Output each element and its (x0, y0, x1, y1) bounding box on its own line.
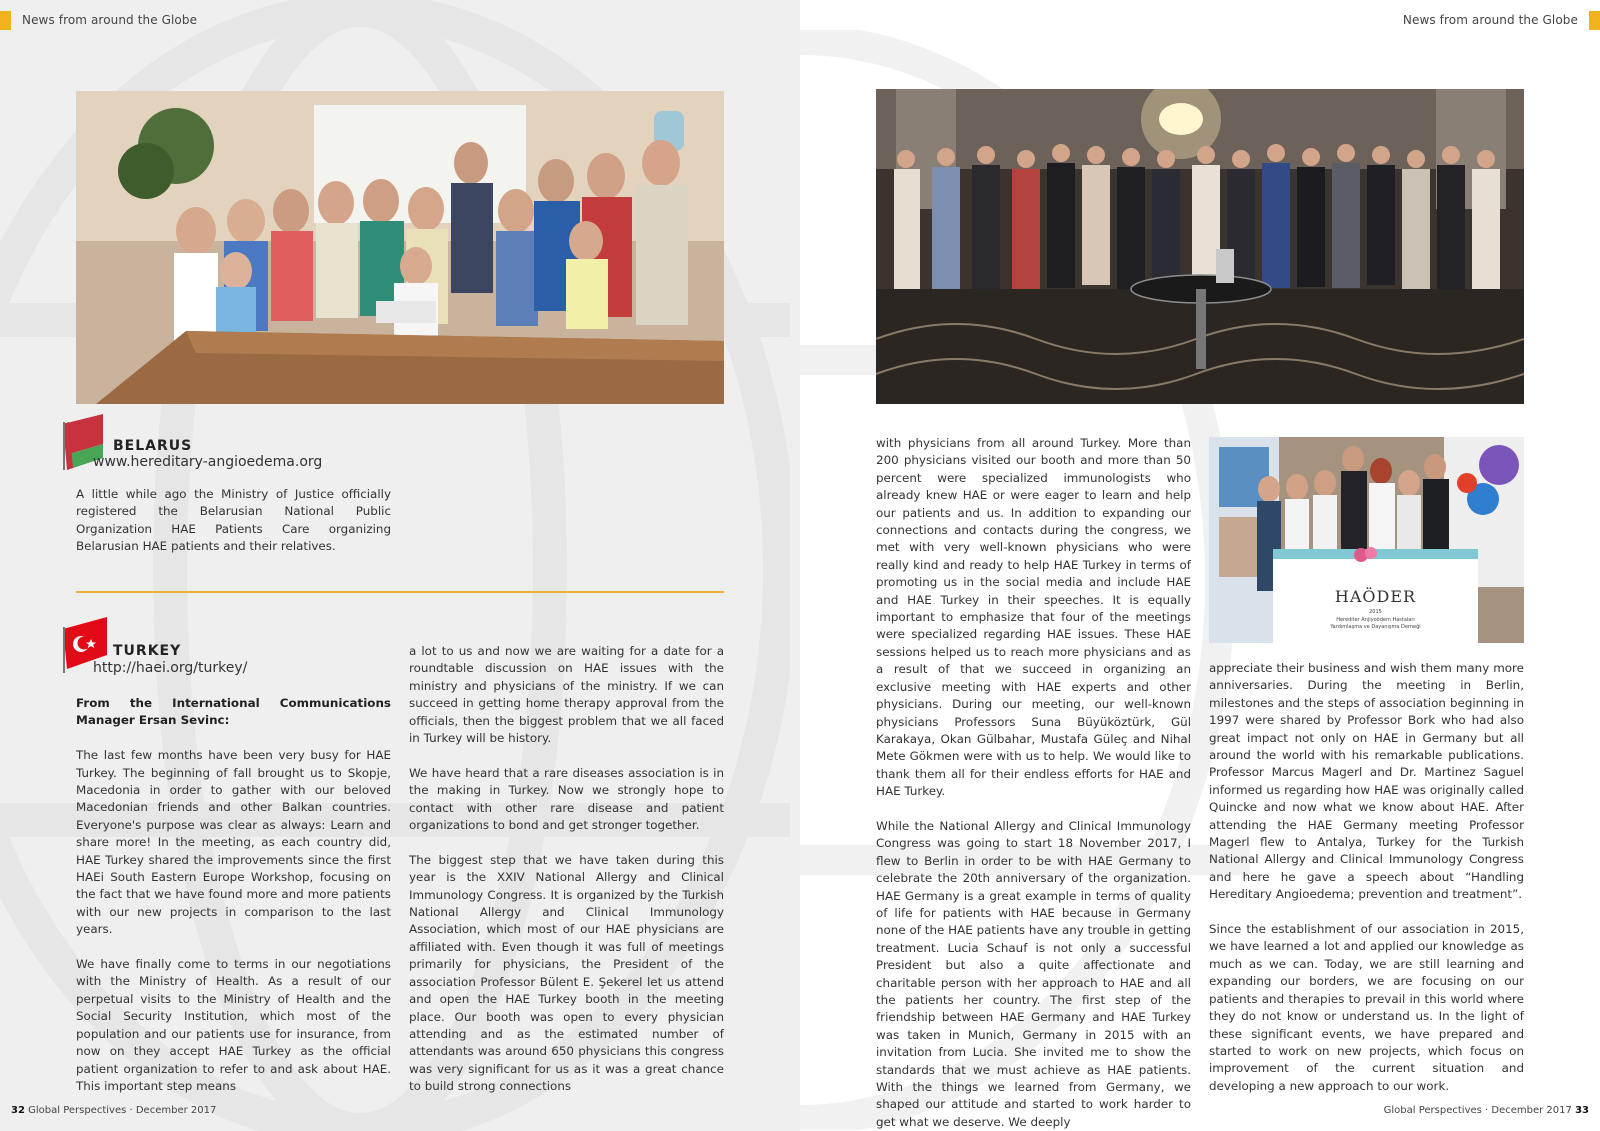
publication-name: Global Perspectives · December 2017 (28, 1105, 217, 1116)
haoder-booth-photo (1209, 437, 1524, 643)
paragraph: While the National Allergy and Clinical Immunology Congress was going to start 18 November 2017, I flew to Berlin in order to be with HAE Germany to celebrate the 20th anniversary of the organization. HAE Germany is a great example in terms of quality of life for patients with HAE because in Germany none of the HAE patients have any trouble in getting treatment. Lucia Schauf is not only a successful President but also a quite affectionate and charitable person with her approach to HAE and all the patients her country. The first step of the friendship between HAE Germany and HAE Turkey was taken in Munich, Germany in 2015 with an invitation from Lucia. She invited me to show the standards that we must achieve as HAE patients. With the things we learned from Germany, we shaped our attitude and started to work harder to get what we deserve. We deeply (876, 818, 1191, 1129)
booth-banner-line1: Herediter Anjiyoödem Hastaları (1336, 617, 1415, 623)
page-number: 33 (1575, 1105, 1589, 1116)
turkey-column-4 (1209, 660, 1524, 1095)
congress-group-photo (876, 89, 1524, 404)
paragraph: The biggest step that we have taken during this year is the XXIV National Allergy and Clinical Immunology Congress. It is organized by the Turkish National Allergy and Clinical Immunology Association, which most of our HAE physicians are affiliated with. Even though it was full of meetings primarily for physicians, the President of the association Professor Bülent E. Şekerel let us attend and open the HAE Turkey booth in the meeting place. Our booth was open to every physician attending and as the estimated number of attendants was around 650 physicians this congress was very significant for us as it was a great chance to build strong connections (409, 852, 724, 1094)
turkey-column-3 (876, 435, 1191, 1131)
paragraph: We have heard that a rare diseases association is in the making in Turkey. Now we strongly hope to contact with other rare disease and patient organizations to bond and get stronger together. (409, 765, 724, 833)
paragraph: We have finally come to terms in our negotiations with the Ministry of Health. As a result of our perpetual visits to the Ministry of Health and the Social Security Institution, which most of the population and our patients use for insurance, from now on they accept HAE Turkey as the official patient organization to refer to and ask about HAE. This important step means (76, 957, 391, 1093)
belarus-heading: BELARUS (113, 438, 193, 454)
left-footer (11, 1105, 216, 1116)
booth-banner-line2: Yardımlaşma ve Dayanışma Derneği (1330, 624, 1421, 630)
turkey-column-2 (409, 643, 724, 1096)
paragraph: with physicians from all around Turkey. More than 200 physicians visited our booth and more than 50 percent were specialized immunologists who already knew HAE or were eager to learn and help our patients and us. In addition to expanding our connections and contacts during the congress, we met with very well-known physicians who were really kind and ready to help HAE Turkey in terms of promoting us in the social media and include HAE and HAE Turkey in their speeches. It is equally important to emphasize that four of the meetings were specialized regarding HAE issues. These HAE sessions helped us to reach more physicians and as a result of that we succeed in organizing an exclusive meeting with HAE experts and other physicians. During our meeting, our well-known physicians Professors Suna Büyüköztürk, Gül Karakaya, Okan Gülbahar, Mustafa Güleç and Nihal Mete Gökmen were with us to help. We would like to thank them all for their endless efforts for HAE and HAE Turkey. (876, 436, 1191, 799)
page-number: 32 (11, 1105, 25, 1116)
turkey-website-link[interactable]: http://haei.org/turkey/ (93, 660, 248, 676)
paragraph: The last few months have been very busy for HAE Turkey. The beginning of fall brought us to Skopje, Macedonia in order to gather with our beloved Macedonian friends and other Balkan countries. Everyone's purpose was clear as always: Learn and share more! In the meeting, as each country did, HAE Turkey shared the improvements since the first HAEi South Eastern Europe Workshop, focusing on the fact that we have found more and more patients with our new projects in comparison to the last years. (76, 748, 391, 937)
belarus-website-link[interactable]: www.hereditary-angioedema.org (93, 454, 323, 470)
section-divider (76, 591, 724, 593)
paragraph: Since the establishment of our association in 2015, we have learned a lot and applied our knowledge as much as we can. Today, we are still learning and expanding our borders, we are focusing on our patients and therapies to prevail in this world where they do not know or understand us. In the light of these significant events, we have prepared and started to work on new projects, which focus on improvement of the current situation and developing a new approach to our work. (1209, 922, 1524, 1093)
right-page (800, 0, 1600, 1131)
booth-banner-year: 2015 (1369, 609, 1382, 615)
right-footer (1384, 1105, 1589, 1116)
paragraph: a lot to us and now we are waiting for a date for a roundtable discussion on HAE issues with the ministry and physicians of the ministry. If we can succeed in getting home therapy approval from the officials, then the biggest problem that we all faced in Turkey will be history. (409, 644, 724, 746)
header-accent-bar (1589, 11, 1600, 30)
header-accent-bar (0, 11, 11, 30)
turkey-column-1 (76, 695, 391, 1095)
turkey-heading: TURKEY (113, 643, 182, 659)
belarus-paragraph: A little while ago the Ministry of Justice officially registered the Belarusian National Public Organization HAE Patients Care organizing Belarusian HAE patients and their relatives. (76, 487, 391, 554)
section-header: News from around the Globe (22, 13, 198, 27)
publication-name: Global Perspectives · December 2017 (1383, 1105, 1572, 1116)
author-lead: From the International Communications Manager Ersan Sevinc: (76, 696, 391, 728)
section-header: News from around the Globe (1402, 13, 1578, 27)
paragraph: appreciate their business and wish them many more anniversaries. During the meeting in Berlin, milestones and the steps of association beginning in 1997 were shared by Professor Bork who had also great impact not only on HAE in Germany but all around the world with his remarkable publications. Professor Marcus Magerl and Dr. Martinez Saguel informed us regarding how HAE was originally called Quincke and now what we know about HAE. After attending the HAE Germany meeting Professor Magerl flew to Antalya, Turkey for the Turkish National Allergy and Clinical Immunology Congress and here he gave a speech about “Handling Hereditary Angioedema; prevention and treatment”. (1209, 661, 1524, 902)
belarus-body (76, 486, 391, 556)
belarus-group-photo (76, 91, 724, 404)
booth-banner-logo: HAÖDER (1334, 587, 1417, 606)
